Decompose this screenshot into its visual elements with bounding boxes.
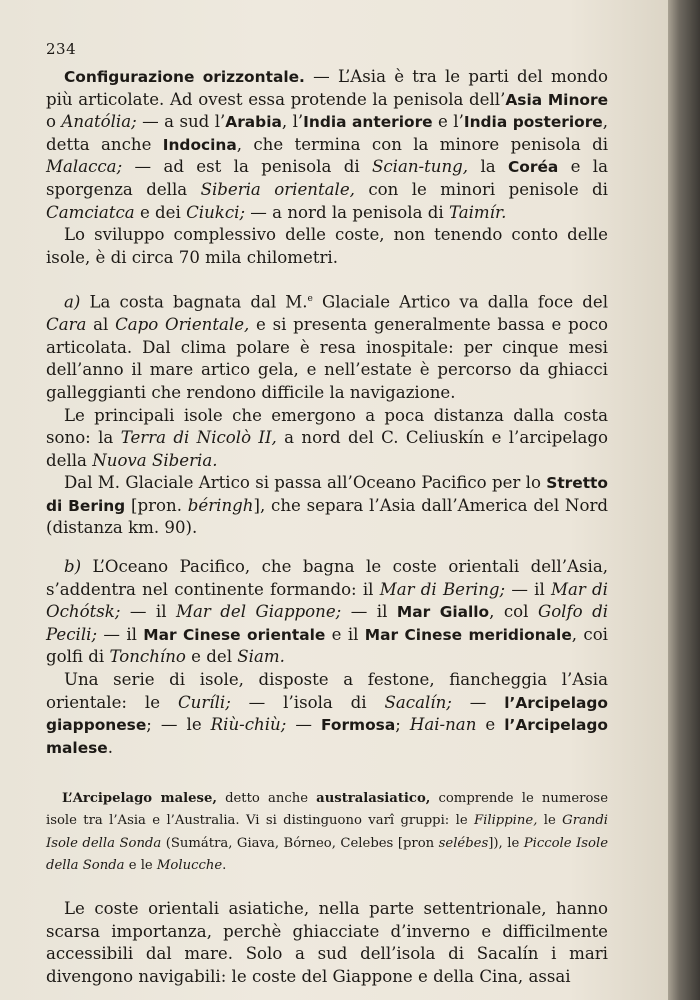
section-coste-orientali: [46, 898, 608, 988]
note-arcipelago-malese: [46, 788, 608, 878]
section-configurazione: [46, 66, 608, 269]
section-heading: Configurazione orizzontale.: [64, 68, 305, 86]
paragraph-isole-artiche: Le principali isole che emergono a poca distanza dalla costa sono: la Terra di Nicolò II, a nord del C. Celiuskín e l’arcipelago della Nuova Siberia.: [46, 405, 608, 470]
paragraph-coste-orientali: Le coste orientali asiatiche, nella parte settentrionale, hanno scarsa importanza, perchè ghiacciate d’inverno e difficilmente accessibili dal mare. Solo a sud dell’isola di Sacalín i mari divengono navigabili: le coste del Giappone e della Cina, assai: [46, 899, 608, 986]
paragraph-configurazione: Configurazione orizzontale. — L’Asia è tra le parti del mondo più articolate. Ad ovest essa protende la penisola dell’Asia Minore o Anatólia; — a sud l’Arabia, l’India anteriore e l’India posteriore, detta anche Indocina, che termina con la minore penisola di Malacca; — ad est la penisola di Scian-tung, la Coréa e la sporgenza della Siberia orientale, con le minori penisole di Camciatca e dei Ciukci; — a nord la penisola di Taimír.: [46, 67, 609, 222]
paragraph-serie-isole: Una serie di isole, disposte a festone, fiancheggia l’Asia orientale: le Curíli; — l’isola di Sacalín; — l’Arcipelago giapponese; — le Riù-chiù; — Formosa; Hai-nan e l’Arcipelago malese.: [46, 669, 608, 757]
book-spine-shadow: [668, 0, 700, 1000]
section-b: [46, 556, 608, 759]
paragraph-stretto-bering: Dal M. Glaciale Artico si passa all’Oceano Pacifico per lo Stretto di Bering [pron. béringh], che separa l’Asia dall’America del Nord (distanza km. 90).: [46, 473, 608, 538]
note-text: L’Arcipelago malese, detto anche australasiatico, comprende le numerose isole tra l’Asia e l’Australia. Vi si distinguono varî gruppi: le Filippine, le Grandi Isole della Sonda (Sumátra, Giava, Bórneo, Celebes [pron selébes]), le Piccole Isole della Sonda e le Molucche.: [46, 791, 609, 874]
page-number: 234: [46, 40, 77, 58]
paragraph-costa-artica: a) La costa bagnata dal M.$^e$ Glaciale Artico va dalla foce del Cara al Capo Orientale, e si presenta generalmente bassa e poco articolata. Dal clima polare è resa inospitale: per cinque mesi dell’anno il mare artico gela, e nell’estate è percorso da ghiacci galleggianti che rendono difficile la navigazione.: [46, 292, 609, 402]
section-a: [46, 288, 608, 540]
paragraph-oceano-pacifico: b) L’Oceano Pacifico, che bagna le coste orientali dell’Asia, s’addentra nel continente formando: il Mar di Bering; — il Mar di Ochótsk; — il Mar del Giappone; — il Mar Giallo, col Golfo di Pecili; — il Mar Cinese orientale e il Mar Cinese meridionale, coi golfi di Tonchíno e del Siam.: [46, 557, 609, 667]
paragraph-sviluppo: Lo sviluppo complessivo delle coste, non tenendo conto delle isole, è di circa 70 mila chilometri.: [46, 225, 608, 267]
